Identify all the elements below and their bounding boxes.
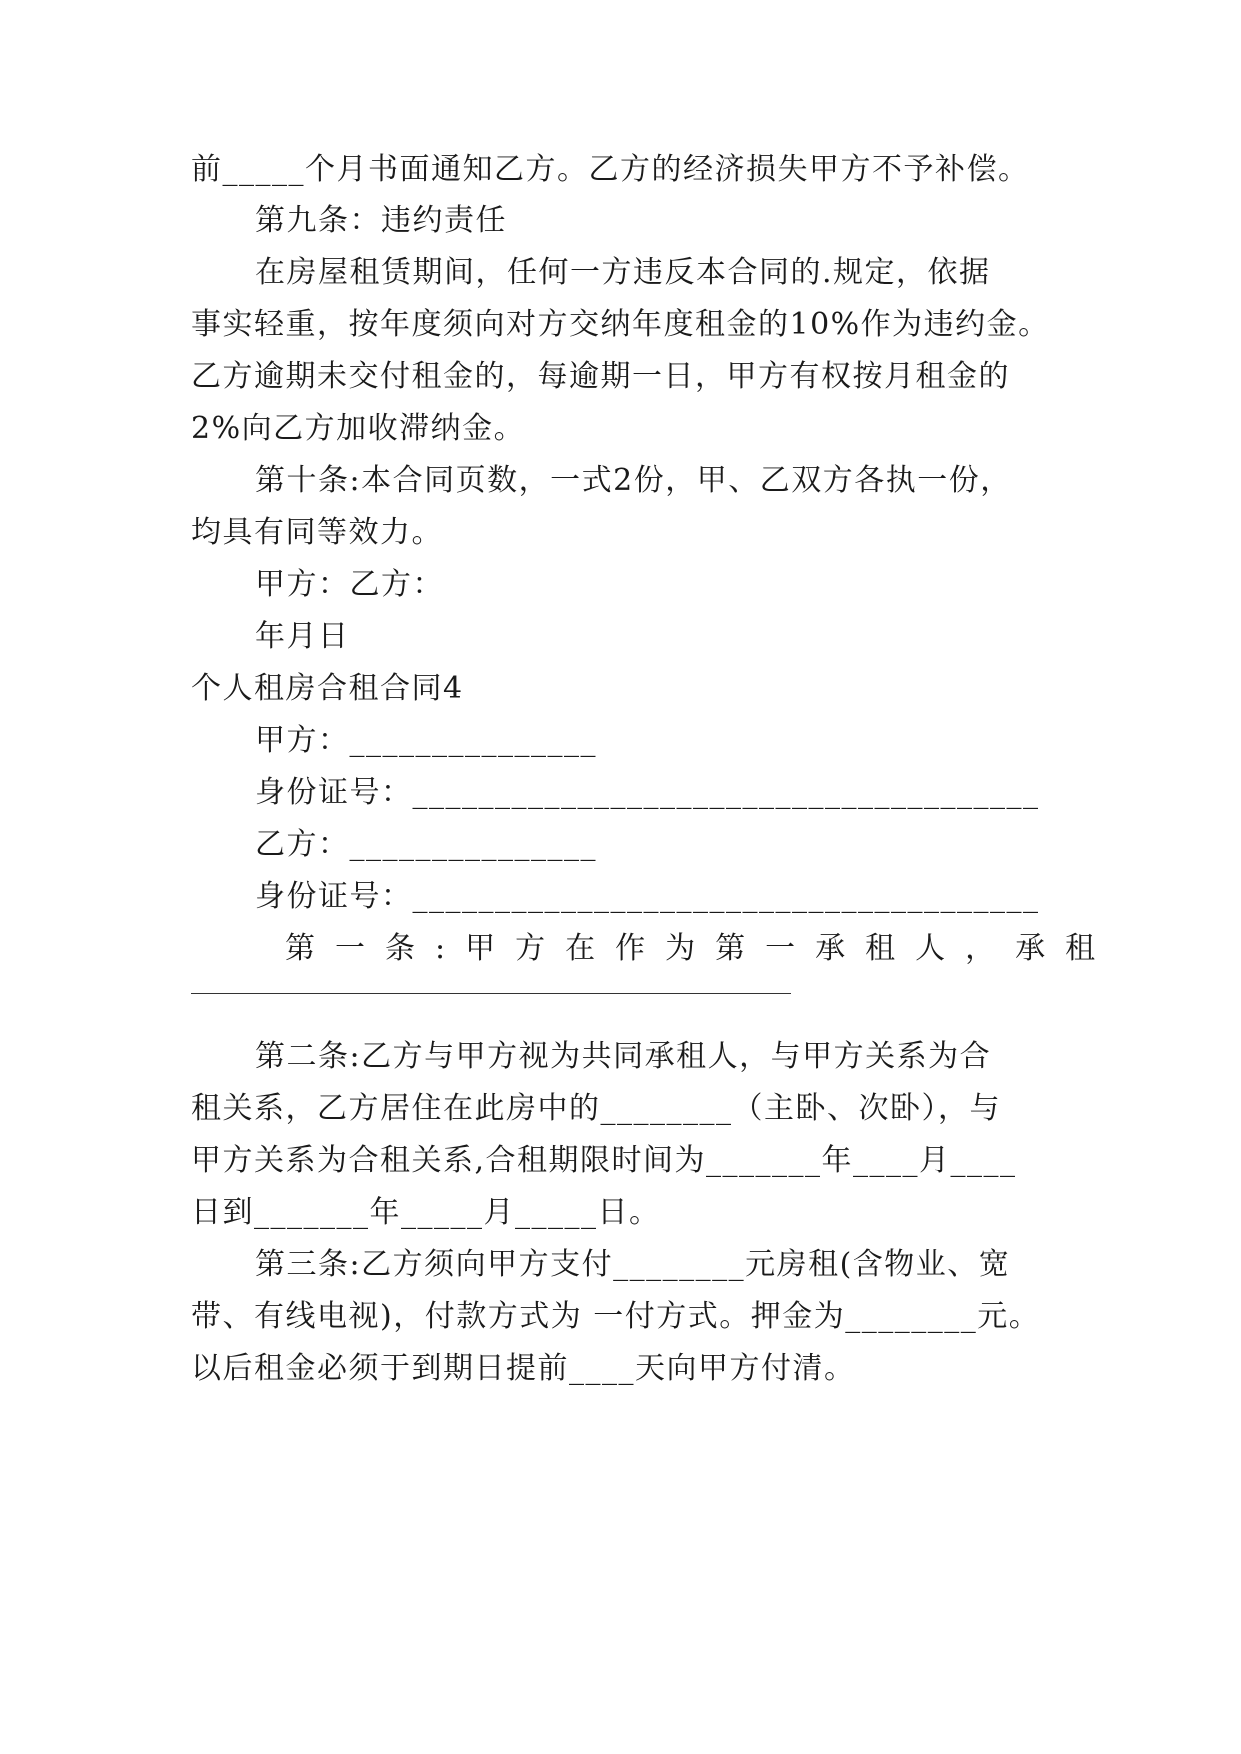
signature-date: 年月日 <box>255 619 350 654</box>
paragraph-line: 在房屋租赁期间，任何一方违反本合同的.规定，依据 <box>255 255 991 290</box>
paragraph-line: 2%向乙方加收滞纳金。 <box>191 411 526 446</box>
paragraph-line: 甲方关系为合租关系,合租期限时间为_______年____月____ <box>191 1143 1017 1178</box>
article-3-line: 第三条:乙方须向甲方支付________元房租(含物业、宽 <box>255 1247 1011 1282</box>
party-b-field: 乙方：_______________ <box>255 827 597 862</box>
paragraph-line: 以后租金必须于到期日提前____天向甲方付清。 <box>191 1351 856 1386</box>
party-a-id-field: 身份证号：______________________________________ <box>255 775 1040 810</box>
paragraph-line: 均具有同等效力。 <box>191 515 443 550</box>
party-b-id-field: 身份证号：______________________________________ <box>255 879 1040 914</box>
article-2-line: 第二条:乙方与甲方视为共同承租人，与甲方关系为合 <box>255 1039 992 1074</box>
article-9-heading: 第九条：违约责任 <box>255 203 507 238</box>
blank-underline <box>191 993 791 994</box>
party-a-field: 甲方：_______________ <box>255 723 597 758</box>
article-1-line: 第一条:甲方在作为第一承租人，承租 <box>285 931 1116 966</box>
contract-title: 个人租房合租合同4 <box>191 671 464 706</box>
paragraph-line: 租关系，乙方居住在此房中的________（主卧、次卧），与 <box>191 1091 1001 1126</box>
article-10-line: 第十条:本合同页数，一式2份，甲、乙双方各执一份， <box>255 463 1012 498</box>
paragraph-line: 前_____个月书面通知乙方。乙方的经济损失甲方不予补偿。 <box>191 152 1030 187</box>
paragraph-line: 带、有线电视)，付款方式为 一付方式。押金为________元。 <box>191 1299 1041 1334</box>
paragraph-line: 日到_______年_____月_____日。 <box>191 1195 661 1230</box>
paragraph-line: 乙方逾期未交付租金的，每逾期一日，甲方有权按月租金的 <box>191 359 1010 394</box>
paragraph-line: 事实轻重，按年度须向对方交纳年度租金的10%作为违约金。 <box>191 307 1050 342</box>
signature-parties: 甲方：乙方： <box>255 567 444 602</box>
